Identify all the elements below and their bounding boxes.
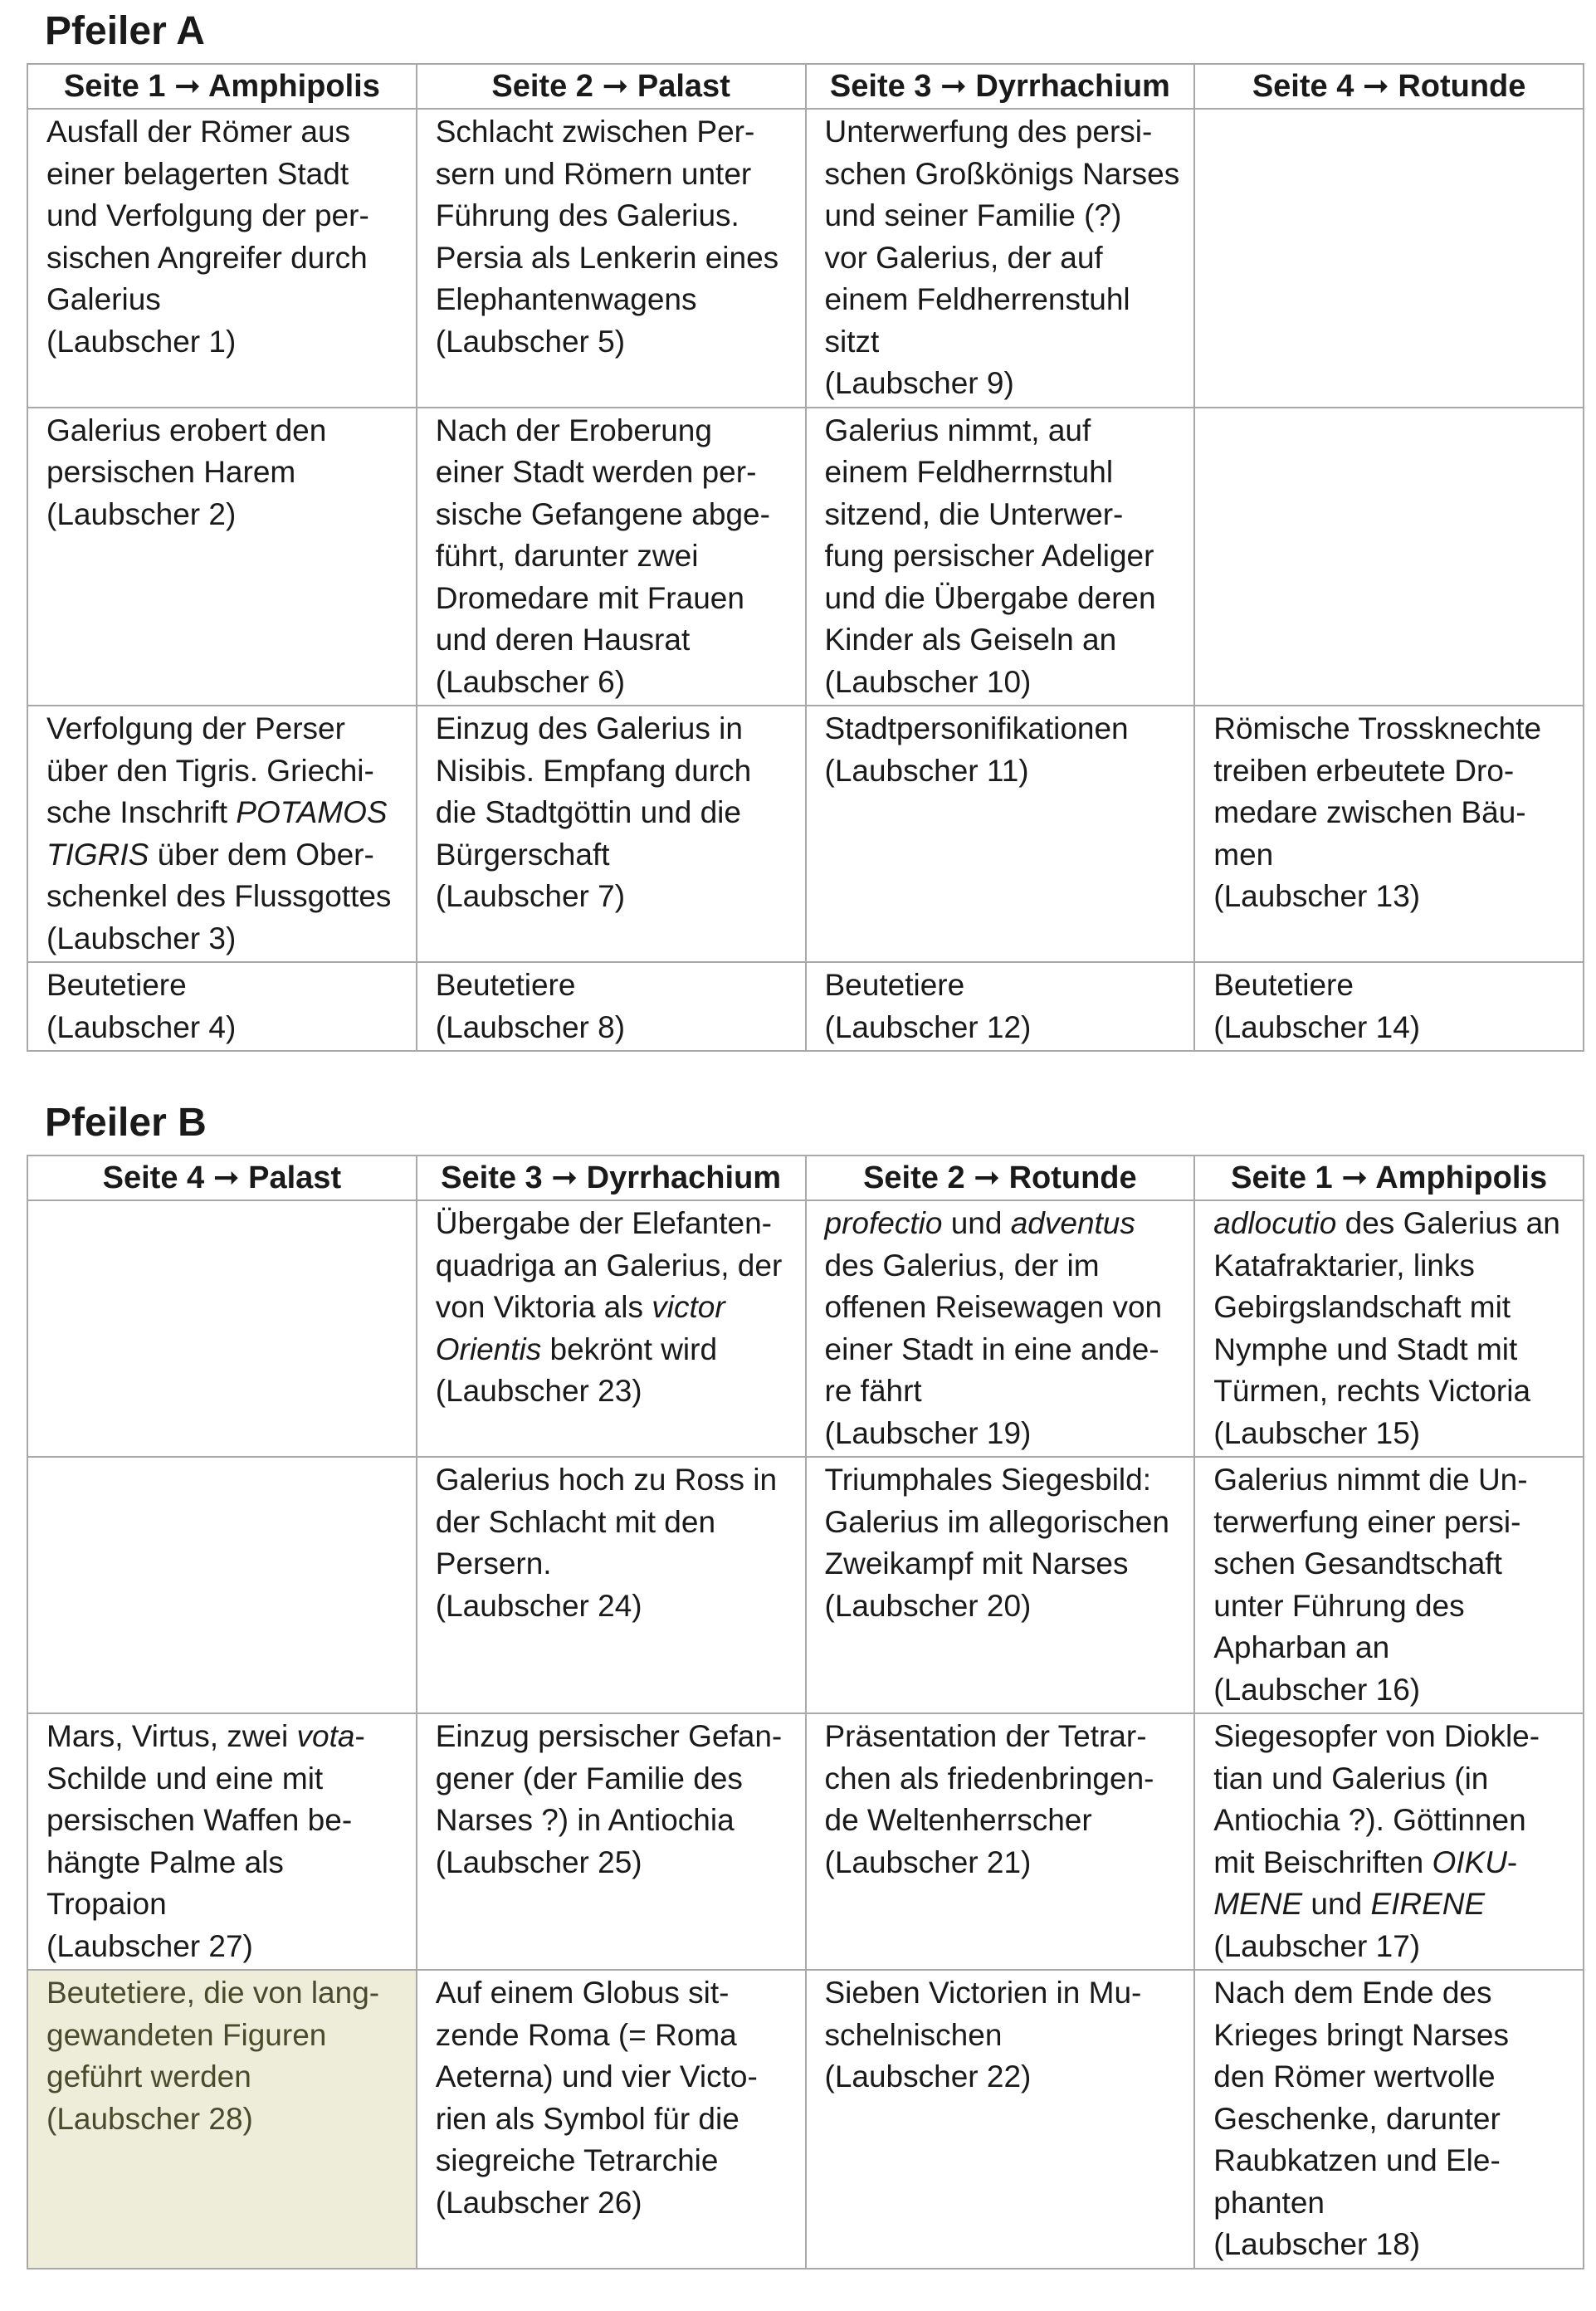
table-row bbox=[27, 1970, 1584, 2269]
table-cell-empty bbox=[1194, 109, 1584, 408]
header-cell: Seite 4 ➞ Rotunde bbox=[1194, 64, 1584, 109]
header-cell: Seite 1 ➞ Amphipolis bbox=[1194, 1156, 1584, 1200]
table-cell: Schlacht zwischen Per- sern und Römern unter Führung des Galerius. Persia als Lenkerin eines Elephantenwagens (Laubscher 5) bbox=[417, 109, 806, 408]
table-cell: Beutetiere (Laubscher 14) bbox=[1194, 962, 1584, 1051]
section-title-pfeiler-a: Pfeiler A bbox=[45, 9, 205, 53]
table-row bbox=[27, 109, 1584, 408]
arrow-right-icon: ➞ bbox=[1362, 69, 1389, 104]
table-header-row bbox=[27, 64, 1584, 109]
header-cell: Seite 4 ➞ Palast bbox=[27, 1156, 417, 1200]
table-cell-highlighted: Beutetiere, die von lang- gewandeten Figuren geführt werden (Laubscher 28) bbox=[27, 1970, 417, 2269]
table-row bbox=[27, 1457, 1584, 1713]
header-cell: Seite 3 ➞ Dyrrhachium bbox=[417, 1156, 806, 1200]
arrow-right-icon: ➞ bbox=[551, 1160, 578, 1195]
arrow-right-icon: ➞ bbox=[602, 69, 629, 104]
table-cell: Sieben Victorien in Mu- schelnischen (Laubscher 22) bbox=[806, 1970, 1195, 2269]
table-row bbox=[27, 1713, 1584, 1970]
table-header-row bbox=[27, 1156, 1584, 1200]
arrow-right-icon: ➞ bbox=[940, 69, 967, 104]
table-cell: Präsentation der Tetrar- chen als friedenbringen- de Weltenherrscher (Laubscher 21) bbox=[806, 1713, 1195, 1970]
table-pfeiler-b bbox=[27, 1155, 1584, 2269]
table-cell: Mars, Virtus, zwei vota- Schilde und eine mit persischen Waffen be- hängte Palme als Tropaion (Laubscher 27) bbox=[27, 1713, 417, 1970]
table-cell-empty bbox=[27, 1200, 417, 1457]
arrow-right-icon: ➞ bbox=[974, 1160, 1001, 1195]
table-cell: Beutetiere (Laubscher 12) bbox=[806, 962, 1195, 1051]
table-cell-empty bbox=[1194, 408, 1584, 706]
table-cell: Triumphales Siegesbild: Galerius im allegorischen Zweikampf mit Narses (Laubscher 20) bbox=[806, 1457, 1195, 1713]
header-cell: Seite 2 ➞ Rotunde bbox=[806, 1156, 1195, 1200]
header-cell: Seite 2 ➞ Palast bbox=[417, 64, 806, 109]
table-cell: Ausfall der Römer aus einer belagerten Stadt und Verfolgung der per- sischen Angreifer durch Galerius (Laubscher 1) bbox=[27, 109, 417, 408]
table-cell: Einzug persischer Gefan- gener (der Familie des Narses ?) in Antiochia (Laubscher 25) bbox=[417, 1713, 806, 1970]
table-pfeiler-a bbox=[27, 63, 1584, 1052]
table-cell: Galerius nimmt die Un- terwerfung einer persi- schen Gesandtschaft unter Führung des Apharban an (Laubscher 16) bbox=[1194, 1457, 1584, 1713]
arrow-right-icon: ➞ bbox=[212, 1160, 240, 1195]
table-cell: Auf einem Globus sit- zende Roma (= Roma Aeterna) und vier Victo- rien als Symbol für die siegreiche Tetrarchie (Laubscher 26) bbox=[417, 1970, 806, 2269]
header-cell: Seite 3 ➞ Dyrrhachium bbox=[806, 64, 1195, 109]
arrow-right-icon: ➞ bbox=[173, 69, 201, 104]
table-cell: adlocutio des Galerius an Katafraktarier, links Gebirgslandschaft mit Nymphe und Stadt mit Türmen, rechts Victoria (Laubscher 15) bbox=[1194, 1200, 1584, 1457]
table-row bbox=[27, 706, 1584, 962]
table-row bbox=[27, 962, 1584, 1051]
table-cell: profectio und adventus des Galerius, der im offenen Reisewagen von einer Stadt in eine ande- re fährt (Laubscher 19) bbox=[806, 1200, 1195, 1457]
table-cell: Nach dem Ende des Krieges bringt Narses den Römer wertvolle Geschenke, darunter Raubkatzen und Ele- phanten (Laubscher 18) bbox=[1194, 1970, 1584, 2269]
table-row bbox=[27, 1200, 1584, 1457]
table-cell: Übergabe der Elefanten- quadriga an Galerius, der von Viktoria als victor Orientis bekrönt wird (Laubscher 23) bbox=[417, 1200, 806, 1457]
table-row bbox=[27, 408, 1584, 706]
table-cell: Verfolgung der Perser über den Tigris. Griechi- sche Inschrift POTAMOS TIGRIS über dem Ober- schenkel des Flussgottes (Laubscher 3) bbox=[27, 706, 417, 962]
arrow-right-icon: ➞ bbox=[1341, 1160, 1369, 1195]
table-cell: Beutetiere (Laubscher 8) bbox=[417, 962, 806, 1051]
table-cell: Nach der Eroberung einer Stadt werden per- sische Gefangene abge- führt, darunter zwei Dromedare mit Frauen und deren Hausrat (Laubscher 6) bbox=[417, 408, 806, 706]
table-cell: Siegesopfer von Diokle- tian und Galerius (in Antiochia ?). Göttinnen mit Beischriften OIKU- MENE und EIRENE (Laubscher 17) bbox=[1194, 1713, 1584, 1970]
table-cell: Römische Trossknechte treiben erbeutete Dro- medare zwischen Bäu- men (Laubscher 13) bbox=[1194, 706, 1584, 962]
table-cell: Galerius nimmt, auf einem Feldherrnstuhl sitzend, die Unterwer- fung persischer Adeliger und die Übergabe deren Kinder als Geiseln an (Laubscher 10) bbox=[806, 408, 1195, 706]
table-cell: Unterwerfung des persi- schen Großkönigs Narses und seiner Familie (?) vor Galerius, der auf einem Feldherrenstuhl sitzt (Laubscher 9) bbox=[806, 109, 1195, 408]
table-cell: Galerius erobert den persischen Harem (Laubscher 2) bbox=[27, 408, 417, 706]
header-cell: Seite 1 ➞ Amphipolis bbox=[27, 64, 417, 109]
section-title-pfeiler-b: Pfeiler B bbox=[45, 1101, 207, 1145]
table-cell-empty bbox=[27, 1457, 417, 1713]
table-cell: Beutetiere (Laubscher 4) bbox=[27, 962, 417, 1051]
table-cell: Galerius hoch zu Ross in der Schlacht mit den Persern. (Laubscher 24) bbox=[417, 1457, 806, 1713]
table-cell: Stadtpersonifikationen (Laubscher 11) bbox=[806, 706, 1195, 962]
table-cell: Einzug des Galerius in Nisibis. Empfang durch die Stadtgöttin und die Bürgerschaft (Laubscher 7) bbox=[417, 706, 806, 962]
